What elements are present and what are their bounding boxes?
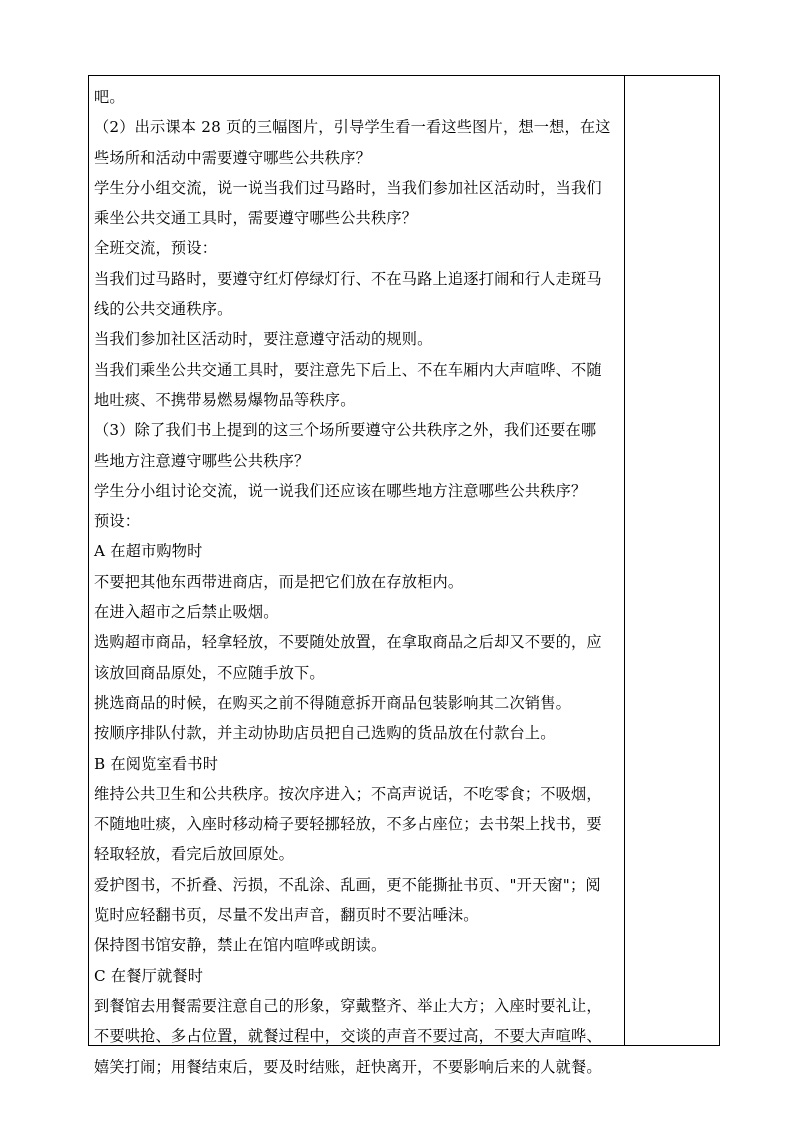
- text-line: 维持公共卫生和公共秩序。按次序进入；不高声说话，不吃零食；不吸烟，: [94, 784, 602, 803]
- text-line: 当我们乘坐公共交通工具时，要注意先下后上、不在车厢内大声喧哗、不随: [94, 360, 602, 379]
- text-line: 选购超市商品，轻拿轻放，不要随处放置，在拿取商品之后却又不要的，应: [94, 633, 602, 652]
- text-line: 全班交流，预设：: [94, 239, 218, 258]
- text-line: 预设：: [94, 512, 141, 531]
- text-line: 在进入超市之后禁止吸烟。: [94, 603, 279, 622]
- text-line: 爱护图书，不折叠、污损，不乱涂、乱画，更不能撕扯书页、"开天窗"；阅: [94, 875, 601, 894]
- text-line: 当我们参加社区活动时，要注意遵守活动的规则。: [94, 330, 433, 349]
- text-line: 不要把其他东西带进商店，而是把它们放在存放柜内。: [94, 572, 464, 591]
- text-line: 学生分小组讨论交流，说一说我们还应该在哪些地方注意哪些公共秩序？: [94, 481, 587, 500]
- text-line: （3）除了我们书上提到的这三个场所要遵守公共秩序之外，我们还要在哪: [94, 421, 597, 440]
- text-line: 当我们过马路时，要遵守红灯停绿灯行、不在马路上追逐打闹和行人走斑马: [94, 269, 602, 288]
- text-line: 轻取轻放，看完后放回原处。: [94, 845, 295, 864]
- text-line: 不随地吐痰，入座时移动椅子要轻挪轻放，不多占座位；去书架上找书，要: [94, 815, 602, 834]
- text-line: 不要哄抢、多占位置，就餐过程中，交谈的声音不要过高，不要大声喧哗、: [94, 1027, 602, 1046]
- section-heading: A 在超市购物时: [94, 542, 203, 561]
- lesson-table: [88, 75, 720, 1076]
- text-line: 保持图书馆安静，禁止在馆内喧哗或朗读。: [94, 936, 387, 955]
- text-line: （2）出示课本 28 页的三幅图片，引导学生看一看这些图片，想一想，在这: [94, 118, 611, 137]
- text-line: 吧。: [94, 88, 125, 106]
- text-line: 按顺序排队付款，并主动协助店员把自己选购的货品放在付款台上。: [94, 724, 556, 743]
- text-line: 乘坐公共交通工具时，需要遵守哪些公共秩序？: [94, 209, 418, 228]
- text-line: 些场所和活动中需要遵守哪些公共秩序？: [94, 148, 371, 167]
- section-heading: B 在阅览室看书时: [94, 754, 219, 773]
- main-cell-text: [94, 82, 620, 1082]
- text-line: 该放回商品原处，不应随手放下。: [94, 663, 325, 682]
- column-divider: [624, 76, 625, 1045]
- text-line: 地吐痰、不携带易燃易爆物品等秩序。: [94, 390, 356, 409]
- text-line: 览时应轻翻书页，尽量不发出声音，翻页时不要沾唾沫。: [94, 906, 479, 925]
- text-line: 线的公共交通秩序。: [94, 300, 233, 319]
- text-line: 嬉笑打闹；用餐结束后，要及时结账，赶快离开，不要影响后来的人就餐。: [94, 1057, 602, 1076]
- text-line: 学生分小组交流，说一说当我们过马路时，当我们参加社区活动时，当我们: [94, 178, 602, 197]
- text-line: 到餐馆去用餐需要注意自己的形象，穿戴整齐、举止大方；入座时要礼让，: [94, 996, 602, 1015]
- section-heading: C 在餐厅就餐时: [94, 966, 204, 985]
- text-line: 挑选商品的时候，在购买之前不得随意拆开商品包装影响其二次销售。: [94, 693, 572, 712]
- text-line: 些地方注意遵守哪些公共秩序？: [94, 451, 310, 470]
